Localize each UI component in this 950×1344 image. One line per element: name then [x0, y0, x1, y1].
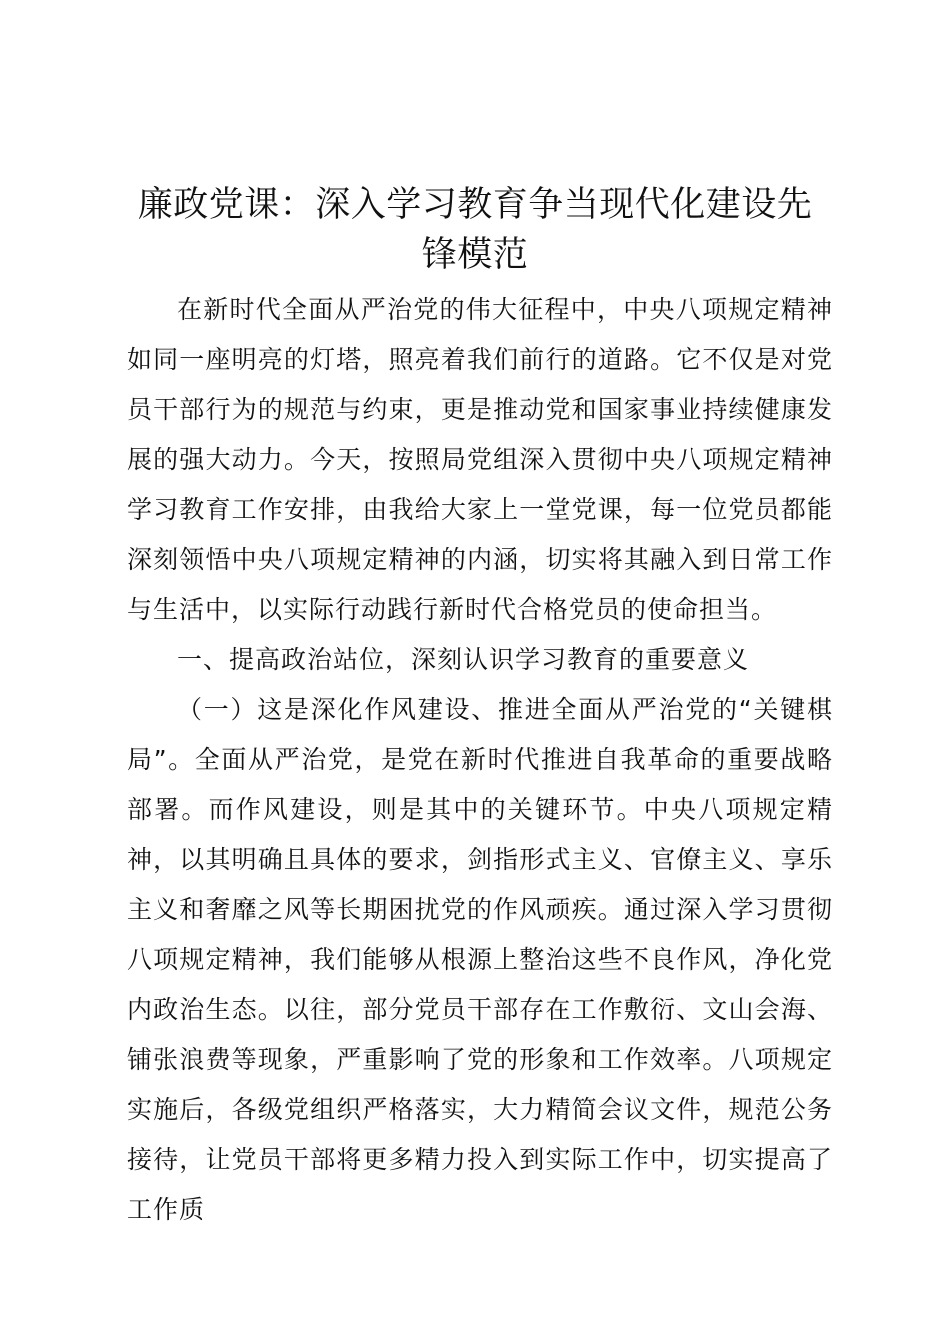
subsection-paragraph: （一）这是深化作风建设、推进全面从严治党的“关键棋局”。全面从严治党，是党在新时代推进自我革命的重要战略部署。而作风建设，则是其中的关键环节。中央八项规定精神，以其明确且具体的要求，剑指形式主义、官僚主义、享乐主义和奢靡之风等长期困扰党的作风顽疾。通过深入学习贯彻八项规定精神，我们能够从根源上整治这些不良作风，净化党内政治生态。以往，部分党员干部存在工作敷衍、文山会海、铺张浪费等现象，严重影响了党的形象和工作效率。八项规定实施后，各级党组织严格落实，大力精简会议文件，规范公务接待，让党员干部将更多精力投入到实际工作中，切实提高了工作质 [127, 695, 833, 1224]
document-title: 廉政党课：深入学习教育争当现代化建设先锋模范 [137, 185, 813, 275]
document-body [127, 285, 833, 1235]
intro-paragraph: 在新时代全面从严治党的伟大征程中，中央八项规定精神如同一座明亮的灯塔，照亮着我们前行的道路。它不仅是对党员干部行为的规范与约束，更是推动党和国家事业持续健康发展的强大动力。今天，按照局党组深入贯彻中央八项规定精神学习教育工作安排，由我给大家上一堂党课，每一位党员都能深刻领悟中央八项规定精神的内涵，切实将其融入到日常工作与生活中，以实际行动践行新时代合格党员的使命担当。 [127, 295, 833, 624]
section-heading: 一、提高政治站位，深刻认识学习教育的重要意义 [177, 645, 750, 674]
